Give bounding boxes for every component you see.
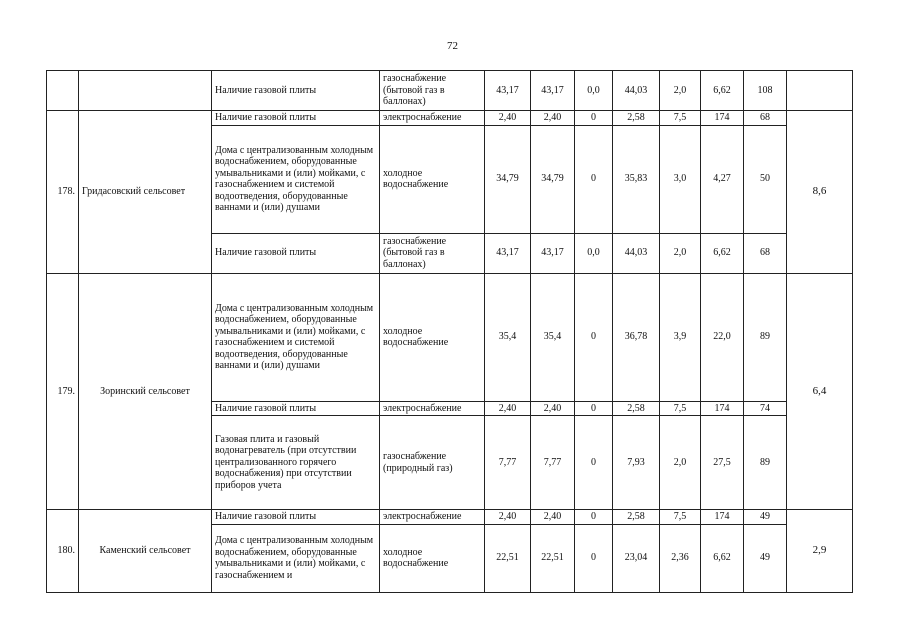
service-cell: газоснабжение (бытовой газ в баллонах) <box>380 233 485 273</box>
settlement-name: Гридасовский сельсовет <box>79 111 212 274</box>
value-cell: 89 <box>744 273 787 401</box>
value-cell: 2,40 <box>531 111 575 126</box>
value-cell: 2,40 <box>531 401 575 416</box>
value-cell: 0 <box>575 416 613 510</box>
table-row <box>47 273 853 401</box>
description-cell: Наличие газовой плиты <box>212 71 380 111</box>
value-cell: 0,0 <box>575 71 613 111</box>
value-cell: 27,5 <box>701 416 744 510</box>
description-cell: Наличие газовой плиты <box>212 401 380 416</box>
service-cell: холодное водоснабжение <box>380 273 485 401</box>
value-cell: 43,17 <box>531 71 575 111</box>
service-cell: газоснабжение (бытовой газ в баллонах) <box>380 71 485 111</box>
service-cell: электроснабжение <box>380 111 485 126</box>
settlement-name: Каменский сельсовет <box>79 510 212 593</box>
settlement-index: 180. <box>47 510 79 593</box>
value-cell: 7,5 <box>660 401 701 416</box>
value-cell: 49 <box>744 524 787 592</box>
total-cell: 2,9 <box>787 510 853 593</box>
value-cell: 43,17 <box>485 71 531 111</box>
value-cell: 6,62 <box>701 233 744 273</box>
settlement-name: Зоринский сельсовет <box>79 273 212 510</box>
value-cell: 44,03 <box>613 71 660 111</box>
value-cell: 89 <box>744 416 787 510</box>
service-cell: электроснабжение <box>380 510 485 525</box>
value-cell: 0 <box>575 510 613 525</box>
value-cell: 2,36 <box>660 524 701 592</box>
value-cell: 0 <box>575 401 613 416</box>
value-cell: 35,4 <box>485 273 531 401</box>
value-cell: 43,17 <box>485 233 531 273</box>
value-cell: 68 <box>744 233 787 273</box>
value-cell: 2,0 <box>660 71 701 111</box>
value-cell: 174 <box>701 401 744 416</box>
value-cell: 22,51 <box>485 524 531 592</box>
value-cell: 0,0 <box>575 233 613 273</box>
value-cell: 2,40 <box>531 510 575 525</box>
value-cell: 74 <box>744 401 787 416</box>
value-cell: 35,83 <box>613 125 660 233</box>
value-cell: 7,5 <box>660 111 701 126</box>
value-cell: 3,0 <box>660 125 701 233</box>
value-cell: 22,51 <box>531 524 575 592</box>
description-cell: Дома с централизованным холодным водоснабжением, оборудованные умывальниками и (или) мойками, с газоснабжением и системой водоотведения, оборудованные ваннами и (или) душами <box>212 273 380 401</box>
service-cell: холодное водоснабжение <box>380 125 485 233</box>
value-cell: 35,4 <box>531 273 575 401</box>
service-cell: холодное водоснабжение <box>380 524 485 592</box>
value-cell: 7,77 <box>485 416 531 510</box>
service-cell: газоснабжение (природный газ) <box>380 416 485 510</box>
table-row <box>47 510 853 525</box>
value-cell: 4,27 <box>701 125 744 233</box>
value-cell: 44,03 <box>613 233 660 273</box>
value-cell: 49 <box>744 510 787 525</box>
total-cell: 6,4 <box>787 273 853 510</box>
settlement-index <box>47 71 79 111</box>
value-cell: 23,04 <box>613 524 660 592</box>
value-cell: 174 <box>701 510 744 525</box>
description-cell: Наличие газовой плиты <box>212 111 380 126</box>
description-cell: Наличие газовой плиты <box>212 233 380 273</box>
table-row <box>47 111 853 126</box>
value-cell: 22,0 <box>701 273 744 401</box>
value-cell: 34,79 <box>485 125 531 233</box>
page-number: 72 <box>447 40 458 52</box>
value-cell: 6,62 <box>701 71 744 111</box>
value-cell: 174 <box>701 111 744 126</box>
value-cell: 0 <box>575 273 613 401</box>
value-cell: 0 <box>575 111 613 126</box>
tariff-table <box>46 70 853 593</box>
table-row <box>47 71 853 111</box>
value-cell: 0 <box>575 125 613 233</box>
value-cell: 2,40 <box>485 510 531 525</box>
value-cell: 2,0 <box>660 233 701 273</box>
description-cell: Газовая плита и газовый водонагреватель (при отсутствии централизованного горячего водоснабжения) при отсутствии приборов учета <box>212 416 380 510</box>
value-cell: 68 <box>744 111 787 126</box>
value-cell: 2,58 <box>613 111 660 126</box>
value-cell: 43,17 <box>531 233 575 273</box>
settlement-index: 178. <box>47 111 79 274</box>
value-cell: 2,0 <box>660 416 701 510</box>
value-cell: 7,5 <box>660 510 701 525</box>
value-cell: 2,58 <box>613 401 660 416</box>
value-cell: 2,40 <box>485 401 531 416</box>
description-cell: Дома с централизованным холодным водоснабжением, оборудованные умывальниками и (или) мойками, с газоснабжением и системой водоотведения, оборудованные ваннами и (или) душами <box>212 125 380 233</box>
description-cell: Дома с централизованным холодным водоснабжением, оборудованные умывальниками и (или) мойками, с газоснабжением и <box>212 524 380 592</box>
total-cell <box>787 71 853 111</box>
value-cell: 2,58 <box>613 510 660 525</box>
value-cell: 3,9 <box>660 273 701 401</box>
total-cell: 8,6 <box>787 111 853 274</box>
value-cell: 34,79 <box>531 125 575 233</box>
value-cell: 6,62 <box>701 524 744 592</box>
settlement-name <box>79 71 212 111</box>
value-cell: 7,93 <box>613 416 660 510</box>
value-cell: 2,40 <box>485 111 531 126</box>
value-cell: 108 <box>744 71 787 111</box>
value-cell: 50 <box>744 125 787 233</box>
description-cell: Наличие газовой плиты <box>212 510 380 525</box>
settlement-index: 179. <box>47 273 79 510</box>
value-cell: 0 <box>575 524 613 592</box>
service-cell: электроснабжение <box>380 401 485 416</box>
value-cell: 36,78 <box>613 273 660 401</box>
value-cell: 7,77 <box>531 416 575 510</box>
